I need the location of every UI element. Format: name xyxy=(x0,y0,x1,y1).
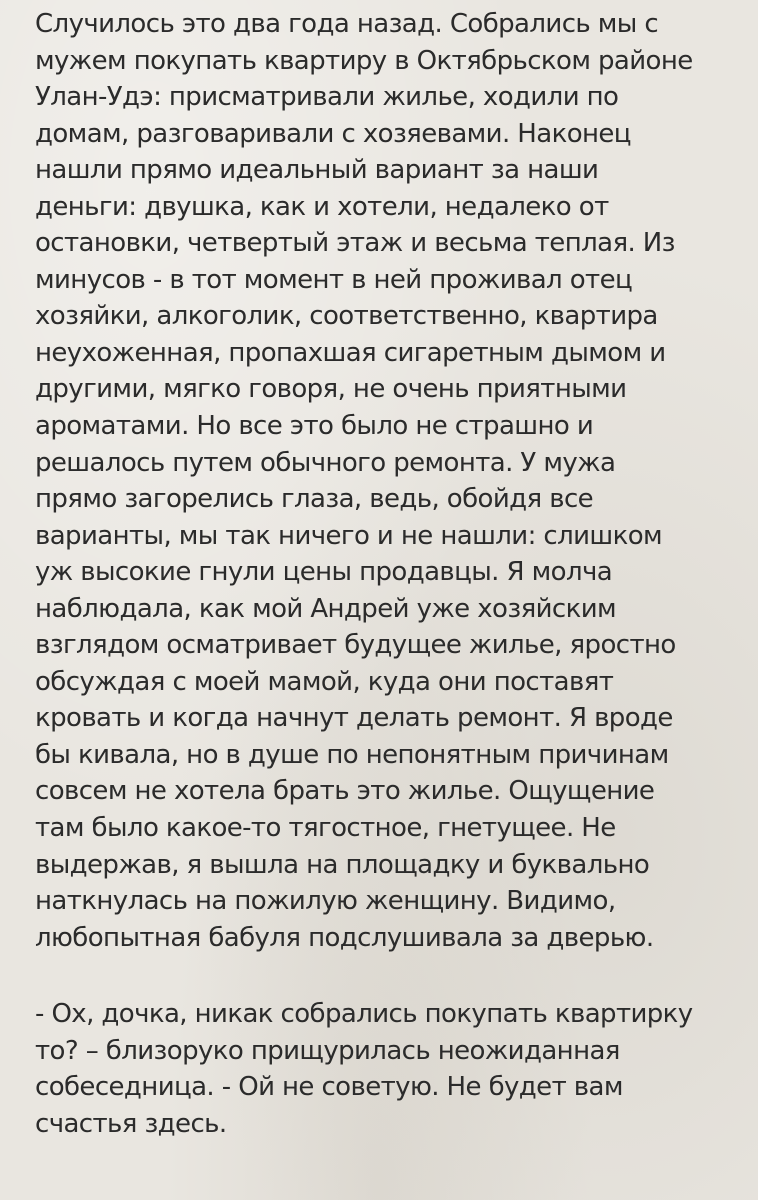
text-line: собеседница. - Ой не советую. Не будет вам xyxy=(35,1072,623,1103)
text-line: - Ох, дочка, никак собрались покупать квартирку xyxy=(35,999,693,1030)
text-line: варианты, мы так ничего и не нашли: слишком xyxy=(35,520,663,551)
text-line: то? – близоруко прищурилась неожиданная xyxy=(35,1035,620,1066)
text-line: минусов - в тот момент в ней проживал отец xyxy=(35,264,633,295)
text-line: нашли прямо идеальный вариант за наши xyxy=(35,155,599,186)
text-line: наткнулась на пожилую женщину. Видимо, xyxy=(35,886,616,917)
text-line: уж высокие гнули цены продавцы. Я молча xyxy=(35,557,613,588)
text-line: совсем не хотела брать это жилье. Ощущение xyxy=(35,776,655,807)
paragraph-dialogue xyxy=(35,996,755,1142)
text-line: бы кивала, но в душе по непонятным причинам xyxy=(35,739,669,770)
text-line: обсуждая с моей мамой, куда они поставят xyxy=(35,666,614,697)
text-line: мужем покупать квартиру в Октябрьском районе xyxy=(35,45,693,76)
text-line: деньги: двушка, как и хотели, недалеко от xyxy=(35,191,609,222)
text-line: там было какое-то тягостное, гнетущее. Не xyxy=(35,813,616,844)
text-line: хозяйки, алкоголик, соответственно, квартира xyxy=(35,301,658,332)
text-line: кровать и когда начнут делать ремонт. Я вроде xyxy=(35,703,673,734)
text-line: другими, мягко говоря, не очень приятными xyxy=(35,374,627,405)
text-line: любопытная бабуля подслушивала за дверью. xyxy=(35,922,654,953)
text-line: остановки, четвертый этаж и весьма теплая. Из xyxy=(35,228,675,259)
paragraph-spacer xyxy=(35,956,755,996)
text-line: решалось путем обычного ремонта. У мужа xyxy=(35,447,616,478)
paragraph-story xyxy=(35,6,755,956)
text-line: Улан-Удэ: присматривали жилье, ходили по xyxy=(35,82,619,113)
text-line: домам, разговаривали с хозяевами. Наконец xyxy=(35,118,631,149)
text-line: наблюдала, как мой Андрей уже хозяйским xyxy=(35,593,617,624)
text-line: прямо загорелись глаза, ведь, обойдя все xyxy=(35,484,594,515)
text-line: взглядом осматривает будущее жилье, яростно xyxy=(35,630,676,661)
text-line: выдержав, я вышла на площадку и буквально xyxy=(35,849,650,880)
text-line: Случилось это два года назад. Собрались мы с xyxy=(35,9,659,39)
article-text xyxy=(35,6,755,1142)
text-line: неухоженная, пропахшая сигаретным дымом и xyxy=(35,337,666,368)
text-line: ароматами. Но все это было не страшно и xyxy=(35,411,594,442)
text-line: счастья здесь. xyxy=(35,1108,227,1139)
